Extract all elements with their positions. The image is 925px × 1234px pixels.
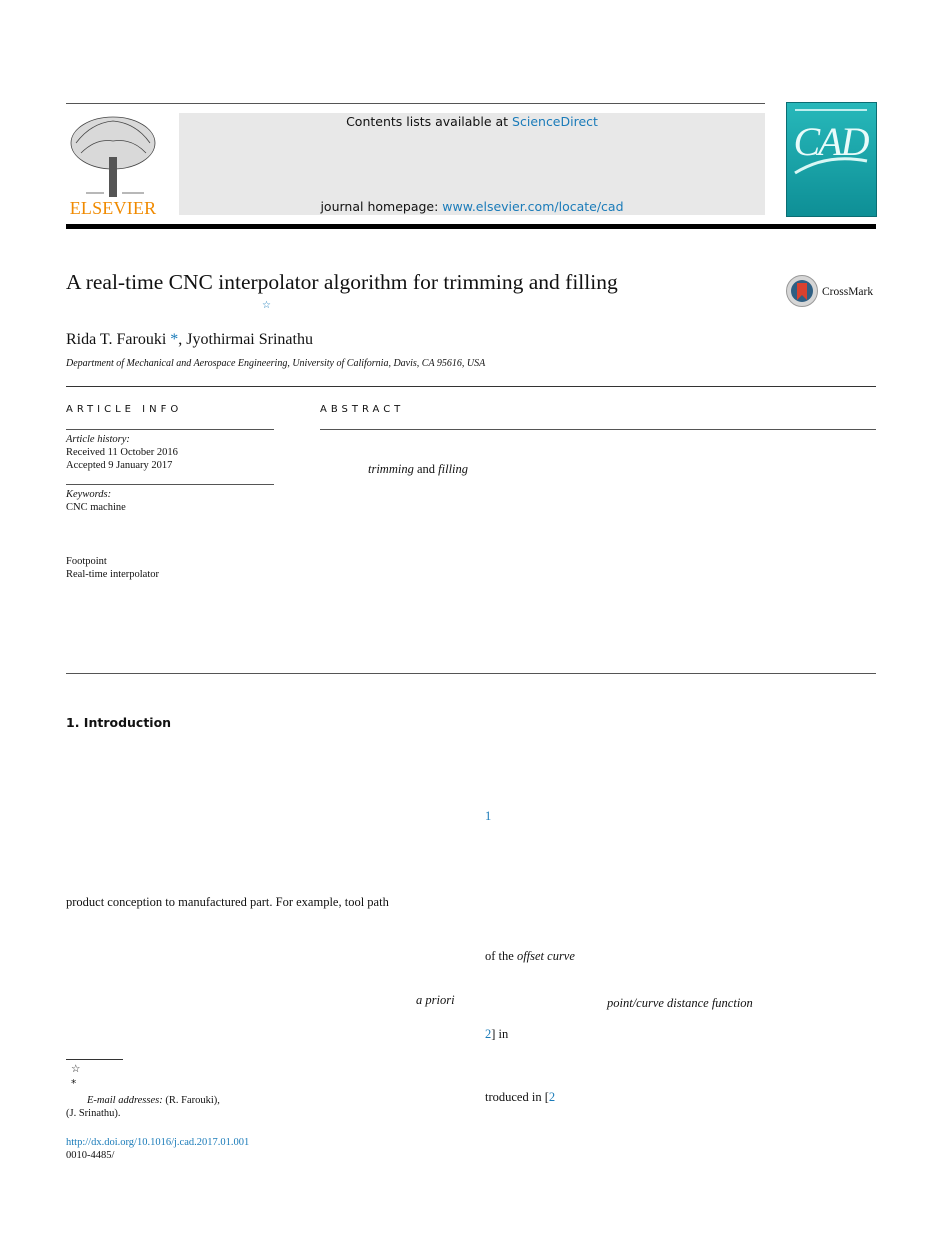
section-heading-introduction: 1. Introduction <box>66 715 172 730</box>
body-text-offset-curve: offset curve <box>516 949 575 963</box>
email-srinathu: (J. Srinathu). <box>66 1108 121 1119</box>
abstract-bottom-rule <box>66 673 876 674</box>
contents-prefix: Contents lists available at <box>346 114 513 129</box>
body-text-offset <box>485 949 575 964</box>
journal-cover-title: CAD <box>793 119 868 164</box>
crossmark-icon[interactable] <box>786 275 818 307</box>
keyword-item: Real-time interpolator <box>66 569 160 580</box>
author-srinathu: , Jyothirmai Srinathu <box>178 331 313 348</box>
contents-line <box>179 114 765 129</box>
body-text-introduced-line <box>485 1090 555 1105</box>
author-farouki: Rida T. Farouki <box>66 331 167 348</box>
keywords-label: Keywords: <box>66 489 112 500</box>
footnote-asterisk: * <box>71 1078 77 1090</box>
abstract-rule <box>320 429 876 430</box>
homepage-prefix: journal homepage: <box>320 199 443 214</box>
reference-link-2b[interactable]: 2 <box>548 1090 556 1104</box>
header-bottom-rule <box>66 224 876 229</box>
body-text-introduced: troduced in [ <box>485 1090 549 1104</box>
author-list <box>66 331 313 349</box>
corresponding-author-marker[interactable]: * <box>170 331 179 348</box>
journal-homepage-link[interactable]: www.elsevier.com/locate/cad <box>442 199 624 214</box>
keywords-rule <box>66 484 274 485</box>
title-footnote-star[interactable]: ☆ <box>262 300 271 311</box>
body-text-in: ] in <box>491 1027 509 1041</box>
homepage-line <box>179 199 765 214</box>
abstract-filling: filling <box>438 462 469 476</box>
accepted-date: Accepted 9 January 2017 <box>66 460 173 471</box>
affiliation: Department of Mechanical and Aerospace Engineering, University of California, Davis, CA 95616, USA <box>66 358 486 369</box>
email-farouki: (R. Farouki), <box>165 1095 220 1106</box>
article-title <box>66 270 618 295</box>
body-text-distance-function: point/curve distance function <box>607 996 753 1010</box>
article-title-text: A real-time CNC interpolator algorithm for trimming and filling <box>66 270 618 294</box>
abstract-heading: ABSTRACT <box>320 404 405 415</box>
keyword-item: CNC machine <box>66 502 126 513</box>
sciencedirect-link[interactable]: ScienceDirect <box>512 114 598 129</box>
article-info-rule <box>66 429 274 430</box>
received-date: Received 11 October 2016 <box>66 447 178 458</box>
body-text-apriori: a priori <box>416 993 455 1007</box>
crossmark-label[interactable]: CrossMark <box>822 286 874 298</box>
footnote-star: ☆ <box>71 1063 81 1075</box>
publisher-name: ELSEVIER <box>69 198 157 218</box>
title-rule <box>66 386 876 387</box>
body-text-ref2-line <box>485 1027 508 1042</box>
abstract-and: and <box>416 462 436 476</box>
reference-link-1[interactable]: 1 <box>485 809 492 823</box>
footnote-rule <box>66 1059 123 1060</box>
reference-link-2[interactable]: 2 <box>485 1027 492 1041</box>
abstract-fragment <box>368 462 468 477</box>
email-line <box>87 1094 220 1108</box>
email-label: E-mail addresses: <box>87 1095 163 1106</box>
abstract-trimming: trimming <box>368 462 414 476</box>
issn: 0010-4485/ <box>66 1150 115 1161</box>
doi-link[interactable]: http://dx.doi.org/10.1016/j.cad.2017.01.001 <box>66 1137 250 1148</box>
article-info-heading: ARTICLE INFO <box>66 404 183 415</box>
history-label: Article history: <box>66 434 130 445</box>
body-text-line: product conception to manufactured part. For example, tool path <box>66 895 389 909</box>
keyword-item: Footpoint <box>66 556 107 567</box>
body-text-of-the: of the <box>485 949 517 963</box>
header-top-rule <box>66 103 765 104</box>
